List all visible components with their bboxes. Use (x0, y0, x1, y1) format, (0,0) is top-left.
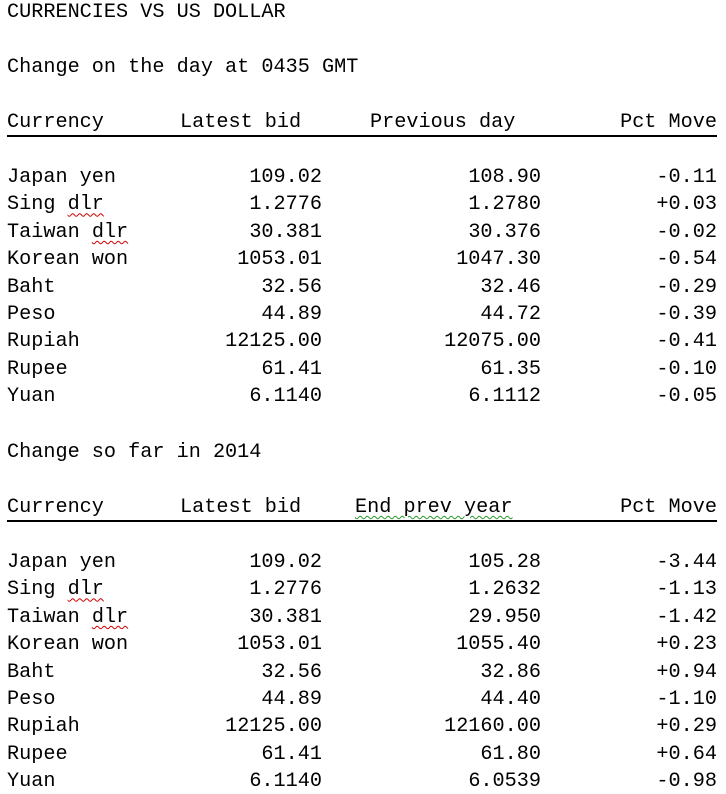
latest-bid-cell: 6.1140 (249, 770, 322, 794)
currency-cell: Japan yen (7, 551, 117, 574)
currency-cell: Sing dlr (7, 193, 104, 217)
reference-value-cell: 1055.40 (456, 633, 541, 657)
spellcheck-underline: dlr (91, 605, 129, 629)
latest-bid-cell: 30.381 (249, 220, 322, 244)
reference-value-cell: 32.46 (480, 275, 541, 299)
reference-value-cell: 1.2780 (468, 193, 541, 217)
spellcheck-underline: dlr (91, 220, 129, 244)
table-row (7, 248, 717, 272)
currency-cell: Taiwan dlr (7, 605, 129, 629)
spellcheck-underline: dlr (67, 578, 104, 602)
currency-cell: Baht (7, 275, 56, 299)
table-row (7, 330, 717, 354)
reference-value-cell: 44.40 (480, 688, 541, 711)
pct-move-cell: -0.05 (656, 385, 717, 409)
spellcheck-underline: dlr (67, 193, 104, 217)
column-header-latest-bid: Latest bid (180, 111, 302, 134)
reference-value-cell: 105.28 (468, 551, 541, 574)
table-row (7, 688, 717, 712)
latest-bid-cell: 1.2776 (249, 193, 322, 217)
latest-bid-cell: 1053.01 (237, 633, 322, 657)
table-row (7, 770, 717, 794)
section-day-header-row (7, 111, 717, 137)
pct-move-cell: +0.29 (656, 715, 717, 739)
table-row (7, 358, 717, 382)
currency-cell: Japan yen (7, 166, 117, 189)
reference-value-cell: 61.80 (480, 742, 541, 766)
column-header-currency: Currency (7, 496, 104, 519)
table-row (7, 193, 717, 217)
reference-value-cell: 108.90 (468, 166, 541, 189)
reference-value-cell: 6.0539 (468, 770, 541, 794)
latest-bid-cell: 1.2776 (249, 578, 322, 602)
pct-move-cell: -0.10 (656, 357, 717, 381)
currency-cell: Peso (7, 688, 56, 711)
reference-value-cell: 32.86 (480, 660, 541, 684)
latest-bid-cell: 12125.00 (225, 715, 322, 739)
reference-value-cell: 61.35 (480, 357, 541, 381)
pct-move-cell: -1.13 (656, 578, 717, 602)
table-row (7, 715, 717, 739)
pct-move-cell: -0.29 (656, 275, 717, 299)
latest-bid-cell: 32.56 (261, 275, 322, 299)
currency-cell: Baht (7, 660, 56, 684)
pct-move-cell: -0.54 (656, 248, 717, 272)
pct-move-cell: -3.44 (656, 551, 717, 574)
latest-bid-cell: 30.381 (249, 605, 322, 629)
table-row (7, 578, 717, 602)
currency-cell: Rupee (7, 357, 68, 381)
table-row (7, 606, 717, 630)
pct-move-cell: -0.39 (656, 303, 717, 326)
table-row (7, 385, 717, 409)
reference-value-cell: 30.376 (468, 220, 541, 244)
currency-cell: Yuan (7, 385, 56, 409)
latest-bid-cell: 32.56 (261, 660, 322, 684)
pct-move-cell: -1.10 (656, 688, 717, 711)
pct-move-cell: -0.11 (656, 166, 717, 189)
pct-move-cell: -0.41 (656, 330, 717, 354)
table-row (7, 661, 717, 685)
currency-cell: Rupiah (7, 715, 80, 739)
reference-value-cell: 12160.00 (444, 715, 541, 739)
table-row (7, 633, 717, 657)
currency-cell: Sing dlr (7, 578, 104, 602)
column-header-pct-move: Pct Move (620, 496, 717, 519)
pct-move-cell: -1.42 (656, 605, 717, 629)
latest-bid-cell: 61.41 (261, 357, 322, 381)
pct-move-cell: +0.94 (656, 660, 717, 684)
currency-cell: Korean won (7, 248, 129, 272)
currency-cell: Rupee (7, 742, 68, 766)
pct-move-cell: +0.64 (656, 742, 717, 766)
currency-cell: Taiwan dlr (7, 220, 129, 244)
reference-value-cell: 12075.00 (444, 330, 541, 354)
currency-cell: Rupiah (7, 330, 80, 354)
column-header-pct-move: Pct Move (620, 111, 717, 134)
latest-bid-cell: 44.89 (261, 303, 322, 326)
reference-value-cell: 1.2632 (468, 578, 541, 602)
column-header-currency: Currency (7, 111, 104, 134)
table-row (7, 221, 717, 245)
latest-bid-cell: 109.02 (249, 551, 322, 574)
currency-cell: Yuan (7, 770, 56, 794)
latest-bid-cell: 12125.00 (225, 330, 322, 354)
latest-bid-cell: 44.89 (261, 688, 322, 711)
latest-bid-cell: 6.1140 (249, 385, 322, 409)
column-header-end-prev-year: End prev year (355, 496, 513, 519)
reference-value-cell: 44.72 (480, 303, 541, 326)
pct-move-cell: +0.03 (656, 193, 717, 217)
latest-bid-cell: 1053.01 (237, 248, 322, 272)
reference-value-cell: 1047.30 (456, 248, 541, 272)
section-year-header-row (7, 496, 717, 522)
pct-move-cell: +0.23 (656, 633, 717, 657)
currency-cell: Peso (7, 303, 56, 326)
pct-move-cell: -0.98 (656, 770, 717, 794)
column-header-latest-bid: Latest bid (180, 496, 302, 519)
document-title: CURRENCIES VS US DOLLAR (7, 1, 286, 24)
table-row (7, 551, 717, 575)
reference-value-cell: 29.950 (468, 605, 541, 629)
table-row (7, 166, 717, 190)
currency-cell: Korean won (7, 633, 129, 657)
table-row (7, 743, 717, 767)
section-year-heading: Change so far in 2014 (7, 441, 262, 464)
pct-move-cell: -0.02 (656, 220, 717, 244)
table-row (7, 303, 717, 327)
reference-value-cell: 6.1112 (468, 385, 541, 409)
column-header-previous-day: Previous day (370, 111, 516, 134)
latest-bid-cell: 109.02 (249, 166, 322, 189)
section-day-heading: Change on the day at 0435 GMT (7, 56, 359, 79)
latest-bid-cell: 61.41 (261, 742, 322, 766)
table-row (7, 276, 717, 300)
